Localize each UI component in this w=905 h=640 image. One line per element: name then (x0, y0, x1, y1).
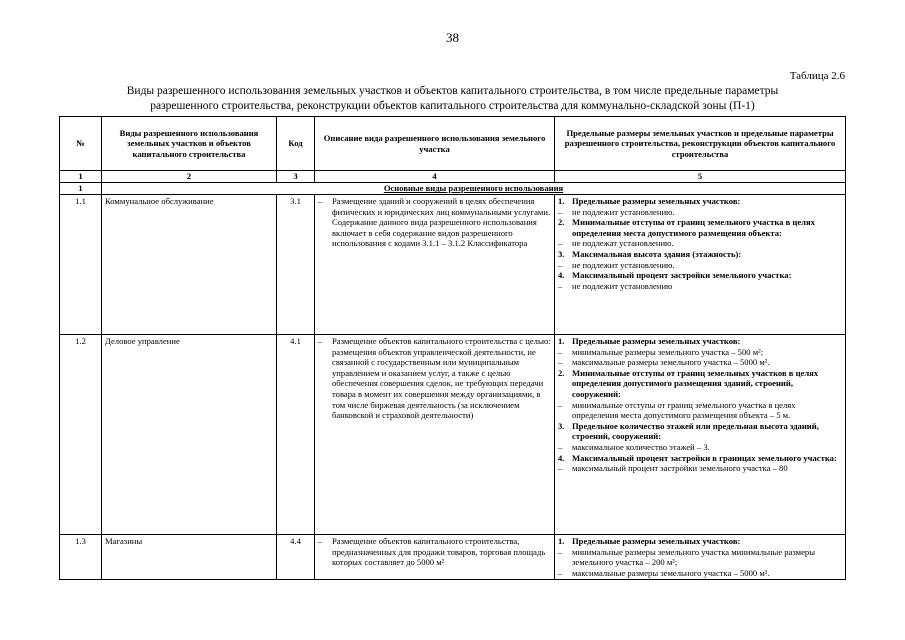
row-parameters (555, 535, 846, 580)
parameter-item (558, 270, 842, 291)
parameter-number: 1. (558, 336, 565, 346)
dash-marker: – (558, 463, 563, 474)
table-row (60, 195, 846, 335)
page-number: 38 (446, 30, 459, 45)
parameter-heading (558, 217, 842, 238)
parameter-heading (558, 196, 842, 207)
parameter-title: Максимальный процент застройки в границах земельного участка: (572, 452, 837, 463)
row-kind: Магазины (102, 535, 277, 580)
dash-marker: – (318, 336, 323, 346)
dash-marker: – (558, 346, 563, 357)
column-index: 2 (102, 171, 277, 183)
parameter-item (558, 453, 842, 474)
parameter-value-text: максимальные размеры земельного участка – 5000 м². (572, 567, 770, 578)
header-row (60, 117, 846, 171)
parameter-number: 4. (558, 270, 565, 281)
parameter-value (558, 400, 842, 421)
parameter-number: 4. (558, 452, 565, 463)
row-kind: Коммунальное обслуживание (102, 195, 277, 335)
parameter-number: 2. (558, 217, 565, 228)
parameter-value-text: не подлежит установлению (572, 280, 673, 291)
parameter-title: Максимальная высота здания (этажность): (572, 248, 742, 259)
description-text: Размещение объектов капитального строительства с целью: размещения объектов управленческой деятельности, не связанной с государственным или муниципальным управлением и оказанием услуг, а также с целью обеспечения совершения сделок, не требующих передачи товара в момент их совершения между организациями, в том числе биржевая деятельность (за исключением банковской и страховой деятельности) (332, 336, 551, 421)
description-text: Размещение объектов капитального строительства, предназначенных для продажи товаров, торговая площадь которых составляет до 5000 м² (332, 536, 546, 568)
parameter-heading (558, 421, 842, 442)
section-number: 1 (60, 183, 102, 195)
parameter-number: 3. (558, 420, 565, 431)
row-description (315, 535, 555, 580)
parameter-value (558, 260, 842, 271)
parameter-value-text: не подлежит установлению. (572, 259, 675, 270)
row-code: 3.1 (277, 195, 315, 335)
row-number: 1.1 (60, 195, 102, 335)
parameter-heading (558, 536, 842, 547)
parameter-value-text: не подлежат установлению. (572, 238, 674, 249)
parameter-number: 1. (558, 196, 565, 206)
land-use-table (59, 116, 846, 580)
parameter-title: Минимальные отступы от границ земельных участков в целях определения допустимого размещения зданий, строений, сооружений: (572, 367, 819, 399)
parameter-value-text: максимальные размеры земельного участка – 5000 м². (572, 357, 770, 368)
description-item (318, 336, 551, 421)
column-index: 3 (277, 171, 315, 183)
row-kind: Деловое управление (102, 335, 277, 535)
dash-marker: – (318, 196, 323, 206)
column-index-row (60, 171, 846, 183)
parameter-value (558, 547, 842, 568)
parameter-heading (558, 270, 842, 281)
parameter-title: Минимальные отступы от границ земельного участка в целях определения места допустимого размещения объекта: (572, 217, 815, 238)
parameter-value-text: максимальный процент застройки земельного участка – 80 (572, 463, 788, 474)
dash-marker: – (558, 238, 563, 249)
header-description: Описание вида разрешенного использования земельного участка (315, 117, 555, 171)
parameter-value (558, 207, 842, 218)
header-code: Код (277, 117, 315, 171)
parameter-value-text: не подлежит установлению. (572, 206, 675, 217)
parameter-number: 2. (558, 367, 565, 378)
row-description (315, 195, 555, 335)
parameter-heading (558, 453, 842, 464)
dash-marker: – (558, 259, 563, 270)
dash-marker: – (558, 441, 563, 452)
table-label: Таблица 2.6 (789, 70, 845, 82)
parameter-item (558, 249, 842, 270)
document-title (80, 84, 825, 114)
parameter-value (558, 357, 842, 368)
dash-marker: – (558, 567, 563, 578)
table-row (60, 335, 846, 535)
description-text: Размещение зданий и сооружений в целях обеспечения физических и юридических лиц коммунальными услугами. Содержание данного вида разрешенного использования включает в себя содержание видов разрешенного использования с кодами 3.1.1 – 3.1.2 Классификатора (332, 196, 551, 249)
header-limits: Предельные размеры земельных участков и предельные параметры разрешенного строительства, реконструкции объектов капитального строительства (555, 117, 846, 171)
parameter-title: Предельное количество этажей или предельная высота зданий, строений, сооружений: (572, 420, 819, 442)
column-index: 4 (315, 171, 555, 183)
dash-marker: – (558, 206, 563, 217)
parameter-value (558, 463, 842, 474)
parameter-value (558, 347, 842, 358)
parameter-number: 1. (558, 536, 565, 546)
title-line: разрешенного строительства, реконструкции объектов капитального строительства для коммунально-складской зоны (П-1) (150, 100, 755, 112)
parameter-title: Максимальный процент застройки земельного участка: (572, 270, 792, 281)
parameter-value (558, 568, 842, 579)
parameter-item (558, 536, 842, 578)
parameter-heading (558, 368, 842, 400)
parameter-heading (558, 249, 842, 260)
dash-marker: – (558, 546, 563, 557)
row-number: 1.2 (60, 335, 102, 535)
parameter-item (558, 368, 842, 421)
parameter-heading (558, 336, 842, 347)
row-code: 4.4 (277, 535, 315, 580)
row-description (315, 335, 555, 535)
parameter-value (558, 281, 842, 292)
title-line: Виды разрешенного использования земельных участков и объектов капитального строительства, в том числе предельные параметры (126, 85, 779, 97)
parameter-item (558, 217, 842, 249)
row-parameters (555, 335, 846, 535)
parameter-title: Предельные размеры земельных участков: (572, 196, 741, 206)
row-number: 1.3 (60, 535, 102, 580)
parameter-item (558, 336, 842, 368)
parameter-value-text: минимальные размеры земельного участка – 500 м²; (572, 346, 764, 357)
parameter-value-text: минимальные отступы от границ земельного участка в целях определения места допустимого размещения объекта – 5 м. (572, 399, 796, 421)
parameter-number: 3. (558, 248, 565, 259)
row-parameters (555, 195, 846, 335)
table-row (60, 535, 846, 580)
header-kinds: Виды разрешенного использования земельных участков и объектов капитального строительства (102, 117, 277, 171)
dash-marker: – (558, 280, 563, 291)
dash-marker: – (558, 357, 563, 368)
dash-marker: – (558, 399, 563, 410)
parameter-item (558, 196, 842, 217)
description-item (318, 196, 551, 249)
column-index: 1 (60, 171, 102, 183)
parameter-value (558, 442, 842, 453)
description-item (318, 536, 551, 568)
parameter-value-text: минимальные размеры земельного участка минимальные размеры земельного участка – 200 м²; (572, 546, 815, 568)
header-num: № (60, 117, 102, 171)
parameter-value (558, 238, 842, 249)
parameter-title: Предельные размеры земельных участков: (572, 336, 741, 346)
parameter-value-text: максимальное количество этажей – 3. (572, 441, 710, 452)
row-code: 4.1 (277, 335, 315, 535)
section-name: Основные виды разрешенного использования (102, 183, 846, 195)
table-body (60, 171, 846, 580)
section-row (60, 183, 846, 195)
column-index: 5 (555, 171, 846, 183)
parameter-item (558, 421, 842, 453)
parameter-title: Предельные размеры земельных участков: (572, 536, 741, 546)
dash-marker: – (318, 536, 323, 546)
